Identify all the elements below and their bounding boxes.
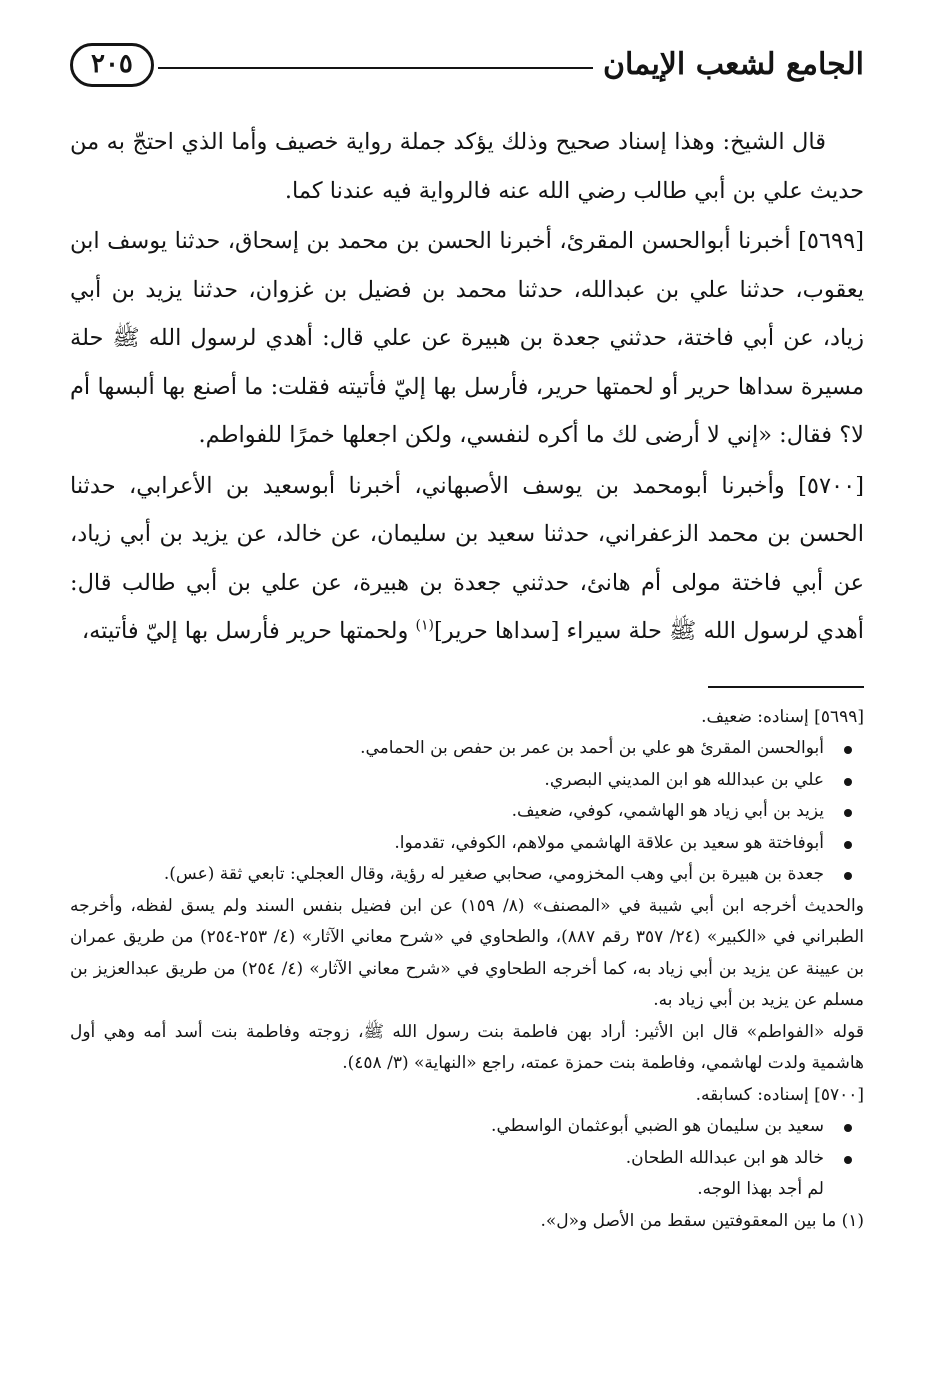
footnote-reference-1[interactable]: (١) <box>415 617 434 634</box>
header-rule <box>158 67 593 69</box>
hadith-5700-text-start: [٥٧٠٠] وأخبرنا أبومحمد بن يوسف الأصبهاني، أخبرنا أبوسعيد بن الأعرابي، حدثنا الحسن بن محمد الزعفراني، حدثنا سعيد بن سليمان، عن خالد، عن يزيد بن أبي زياد، عن أبي فاختة مولى أم هانئ، حدثني جعدة بن هبيرة، عن علي بن أبي طالب قال: أهدي لرسول الله ﷺ حلة سيراء [سداها حرير] <box>70 472 864 644</box>
note-5700-narrators <box>70 1111 864 1174</box>
paragraph-sheikh-comment: قال الشيخ: وهذا إسناد صحيح وذلك يؤكد جملة رواية خصيف وأما الذي احتجّ به من حديث علي بن أبي طالب رضي الله عنه فالرواية فيه عندنا كما. <box>70 129 864 204</box>
hadith-5700-text-end: ولحمتها حرير فأرسل بها إليّ فأتيته، <box>81 618 416 644</box>
footnotes <box>70 702 864 1238</box>
footnote-separator <box>708 686 864 688</box>
page-header <box>70 30 864 100</box>
page-number-badge: ٢٠٥ <box>70 43 154 87</box>
narrator-note: سعيد بن سليمان هو الضبي أبوعثمان الواسطي. <box>70 1111 824 1143</box>
note-5699-heading: [٥٦٩٩] إسناده: ضعيف. <box>701 706 864 727</box>
narrator-note: علي بن عبدالله هو ابن المديني البصري. <box>70 765 824 797</box>
footnote-1: (١) ما بين المعقوفتين سقط من الأصل و«ل». <box>540 1210 864 1231</box>
narrator-note: أبوفاختة هو سعيد بن علاقة الهاشمي مولاهم، الكوفي، تقدموا. <box>70 828 824 860</box>
note-5700-conclusion: لم أجد بهذا الوجه. <box>697 1179 824 1199</box>
hadith-5699: [٥٦٩٩] أخبرنا أبوالحسن المقرئ، أخبرنا الحسن بن محمد بن إسحاق، حدثنا يوسف ابن يعقوب، حدثنا علي بن عبدالله، حدثنا محمد بن فضيل بن غزوان، حدثنا يزيد بن أبي زياد، عن أبي فاختة، حدثني جعدة بن هبيرة عن علي قال: أهدي لرسول الله ﷺ حلة مسيرة سداها حرير أو لحمتها حرير، فأرسل بها إليّ فأتيته فقلت: ما أصنع بها ألبسها أم لا؟ فقال: «إني لا أرضى لك ما أكره لنفسي، ولكن اجعلها خمرًا للفواطم. <box>70 228 864 448</box>
main-text <box>70 118 864 656</box>
hadith-5700 <box>70 462 864 656</box>
note-5699-gharib: قوله «الفواطم» قال ابن الأثير: أراد بهن فاطمة بنت رسول الله ﷺ، زوجته وفاطمة بنت أسد أمه وهي أول هاشمية ولدت لهاشمي، وفاطمة بنت حمزة عمته، راجع «النهاية» (٣/ ٤٥٨). <box>70 1021 864 1073</box>
book-page <box>70 30 864 1357</box>
narrator-note: خالد هو ابن عبدالله الطحان. <box>70 1143 824 1175</box>
narrator-note: جعدة بن هبيرة بن أبي وهب المخزومي، صحابي صغير له رؤية، وقال العجلي: تابعي ثقة (عس). <box>70 859 824 891</box>
note-5700-heading: [٥٧٠٠] إسناده: كسابقه. <box>695 1084 864 1105</box>
running-title: الجامع لشعب الإيمان <box>602 47 864 82</box>
note-5699-narrators <box>70 733 864 891</box>
narrator-note: أبوالحسن المقرئ هو علي بن أحمد بن عمر بن حفص بن الحمامي. <box>70 733 824 765</box>
note-5699-takhrij: والحديث أخرجه ابن أبي شيبة في «المصنف» (٨/ ١٥٩) عن ابن فضيل بنفس السند ولم يسق لفظه، وأخرجه الطبراني في «الكبير» (٢٤/ ٣٥٧ رقم ٨٨٧)، والطحاوي في «شرح معاني الآثار» (٤/ ٢٥٣-٢٥٤) من طريق عمران بن عيينة عن يزيد بن أبي زياد به، كما أخرجه الطحاوي في «شرح معاني الآثار» (٤/ ٢٥٤) من طريق عبدالعزيز بن مسلم عن يزيد بن أبي زياد به. <box>70 895 865 1010</box>
narrator-note: يزيد بن أبي زياد هو الهاشمي، كوفي، ضعيف. <box>70 796 824 828</box>
